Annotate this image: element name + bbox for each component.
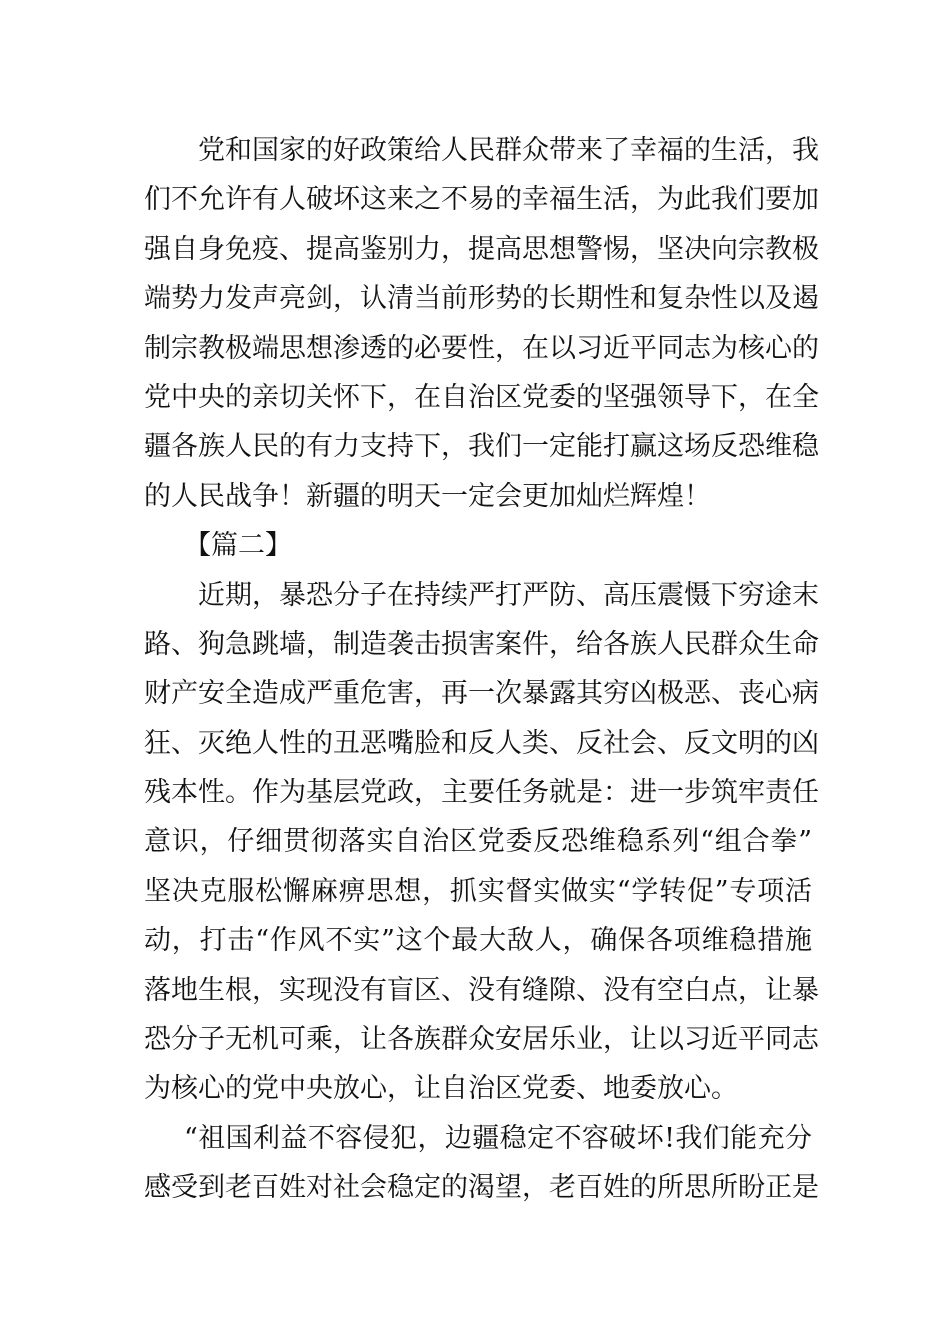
text-line: 为核心的党中央放心，让自治区党委、地委放心。 [144,1073,738,1105]
text-line: 疆各族人民的有力支持下，我们一定能打赢这场反恐维稳 [144,431,819,463]
text-line: “祖国利益不容侵犯，边疆稳定不容破坏!我们能充分 [184,1122,812,1154]
text-line: 党中央的亲切关怀下，在自治区党委的坚强领导下，在全 [144,381,819,413]
text-line: 端势力发声亮剑，认清当前形势的长期性和复杂性以及遏 [144,283,819,315]
text-line: 近期，暴恐分子在持续严打严防、高压震慑下穷途末 [198,579,819,611]
paragraph-2 [144,571,819,1114]
text-line: 意识，仔细贯彻落实自治区党委反恐维稳系列“组合拳” [144,826,812,858]
text-line: 狂、灭绝人性的丑恶嘴脸和反人类、反社会、反文明的凶 [144,727,819,759]
paragraph-1 [144,126,819,521]
text-line: 制宗教极端思想渗透的必要性，在以习近平同志为核心的 [144,332,819,364]
text-line: 动，打击“作风不实”这个最大敌人，确保各项维稳措施 [144,925,812,957]
text-line: 坚决克服松懈麻痹思想，抓实督实做实“学转促”专项活 [144,875,812,907]
text-line: 落地生根，实现没有盲区、没有缝隙、没有空白点，让暴 [144,974,819,1006]
section-heading: 【篇二】 [184,530,292,562]
text-line: 感受到老百姓对社会稳定的渴望，老百姓的所思所盼正是 [144,1172,819,1204]
document-body [144,126,819,1213]
text-line: 路、狗急跳墙，制造袭击损害案件，给各族人民群众生命 [144,628,819,660]
text-line: 财产安全造成严重危害，再一次暴露其穷凶极恶、丧心病 [144,678,819,710]
text-line: 恐分子无机可乘，让各族群众安居乐业，让以习近平同志 [144,1024,819,1056]
text-line: 的人民战争！新疆的明天一定会更加灿烂辉煌！ [144,480,711,512]
paragraph-3 [144,1114,819,1213]
text-line: 强自身免疫、提高鉴别力，提高思想警惕，坚决向宗教极 [144,233,819,265]
text-line: 残本性。作为基层党政，主要任务就是：进一步筑牢责任 [144,777,819,809]
text-line: 们不允许有人破坏这来之不易的幸福生活，为此我们要加 [144,184,819,216]
text-line: 党和国家的好政策给人民群众带来了幸福的生活，我 [198,135,819,166]
